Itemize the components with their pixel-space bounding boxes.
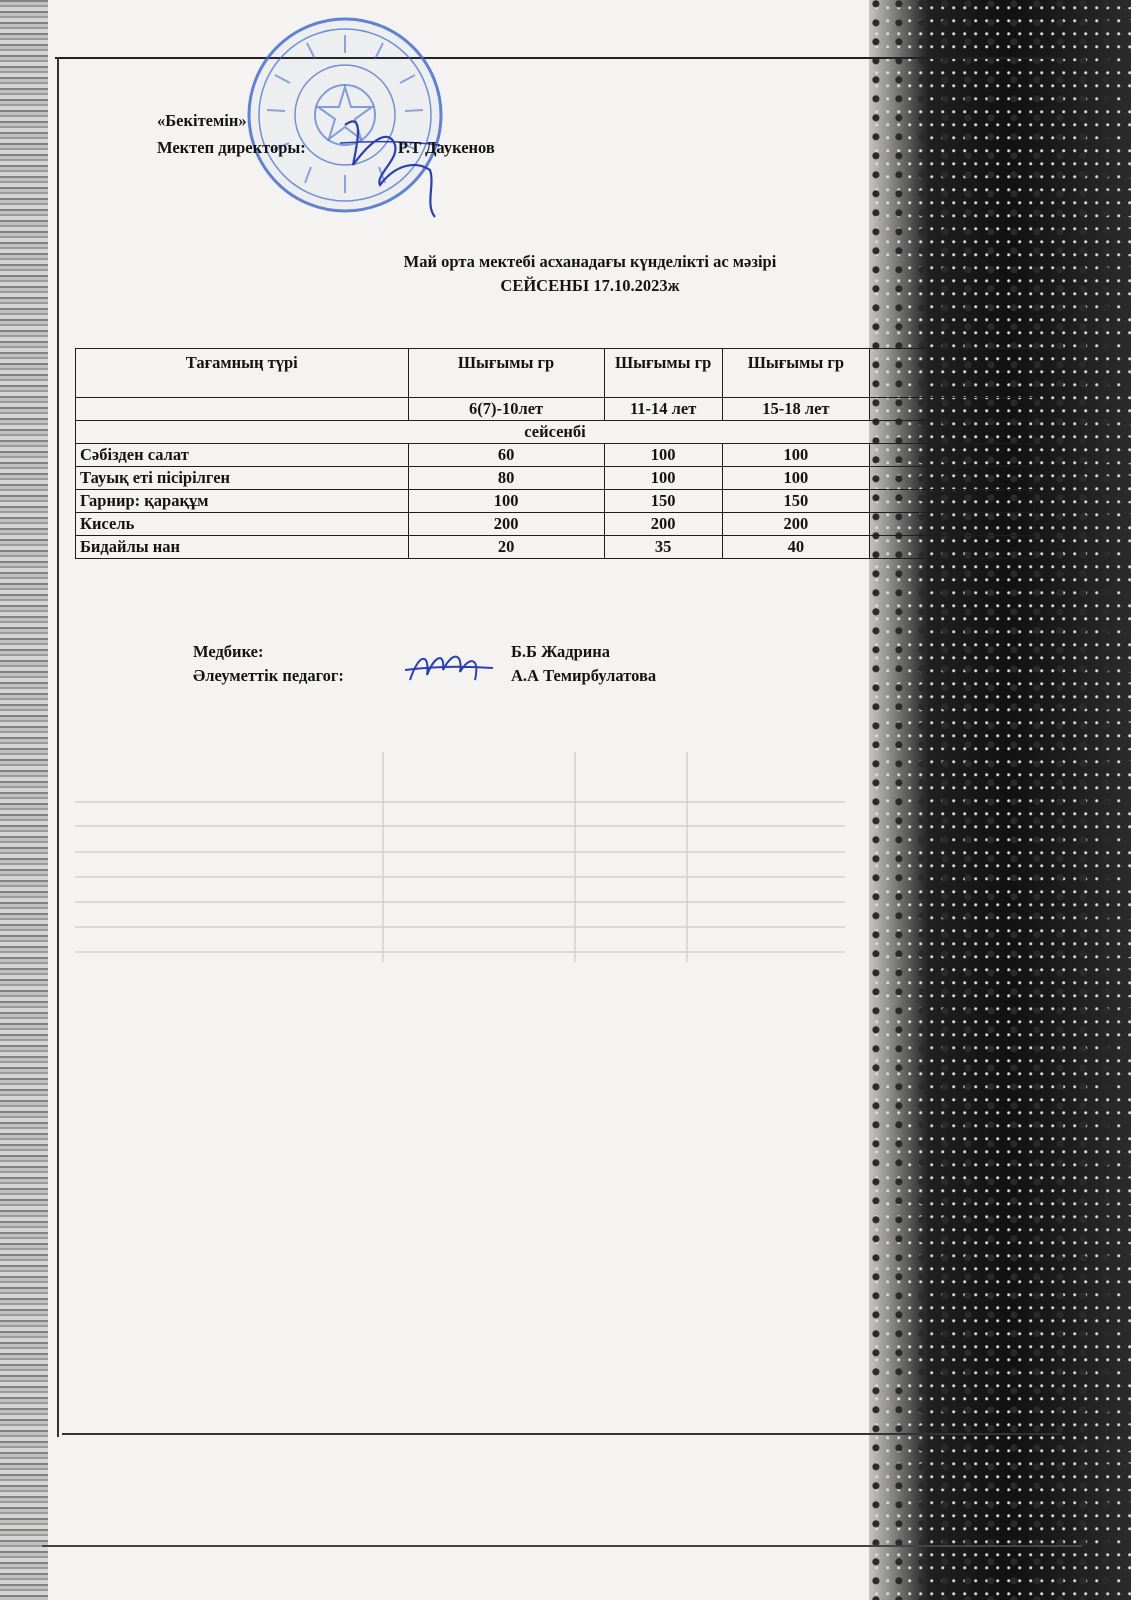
yield-value: 200 [722, 513, 869, 536]
dish-name: Бидайлы нан [76, 536, 409, 559]
bleed-through-ghost [75, 752, 845, 962]
yield-value: 80 [408, 467, 604, 490]
social-pedagogue-name: А.А Темирбулатова [511, 666, 657, 685]
yield-value: 200 [408, 513, 604, 536]
frame-line [62, 1433, 1062, 1435]
yield-value: 20 [408, 536, 604, 559]
day-label: сейсенбі [76, 421, 1035, 444]
header-yield-1: Шығымы гр [408, 349, 604, 398]
table-row [76, 536, 1035, 559]
table-cell [870, 398, 1035, 421]
age-group: 6(7)-10лет [408, 398, 604, 421]
yield-value: 100 [604, 467, 722, 490]
scan-left-edge [0, 0, 48, 1600]
scan-right-edge [869, 0, 1131, 1600]
yield-value: 40 [722, 536, 869, 559]
dish-name: Тауық еті пісірілген [76, 467, 409, 490]
table-cell [870, 467, 1035, 490]
table-cell [870, 444, 1035, 467]
age-group: 15-18 лет [722, 398, 869, 421]
dish-name: Гарнир: қарақұм [76, 490, 409, 513]
yield-value: 100 [604, 444, 722, 467]
staff-signature [405, 640, 495, 700]
table-cell [870, 490, 1035, 513]
frame-line [42, 1545, 1082, 1547]
age-group-row [76, 398, 1035, 421]
age-group: 11-14 лет [604, 398, 722, 421]
day-row [76, 421, 1035, 444]
yield-value: 150 [722, 490, 869, 513]
approved-label: «Бекітемін» [157, 111, 247, 130]
table-cell [870, 536, 1035, 559]
social-pedagogue-label: Әлеуметтік педагог: [193, 666, 344, 685]
table-row [76, 467, 1035, 490]
table-header-row [76, 349, 1035, 398]
yield-value: 35 [604, 536, 722, 559]
director-name: Р.Т Даукенов [397, 138, 495, 157]
dish-name: Сәбізден салат [76, 444, 409, 467]
approval-block [157, 107, 495, 161]
page-title [290, 250, 890, 298]
title-line-1: Май орта мектебі асханадағы күнделікті ас мәзірі [403, 252, 777, 271]
frame-line [57, 57, 59, 1437]
yield-value: 100 [722, 444, 869, 467]
frame-line [55, 57, 1065, 59]
nurse-name: Б.Б Жадрина [511, 642, 611, 661]
menu-table [75, 348, 1035, 559]
table-cell [870, 513, 1035, 536]
header-yield-3: Шығымы гр [722, 349, 869, 398]
yield-value: 60 [408, 444, 604, 467]
table-row [76, 490, 1035, 513]
director-label: Мектеп директоры: [157, 138, 306, 157]
yield-value: 150 [604, 490, 722, 513]
yield-value: 100 [722, 467, 869, 490]
header-yield-2: Шығымы гр [604, 349, 722, 398]
yield-value: 100 [408, 490, 604, 513]
table-row [76, 444, 1035, 467]
table-cell [76, 398, 409, 421]
header-empty [870, 349, 1035, 398]
dish-name: Кисель [76, 513, 409, 536]
title-line-2: СЕЙСЕНБІ 17.10.2023ж [500, 276, 680, 295]
yield-value: 200 [604, 513, 722, 536]
header-dish: Тағамның түрі [76, 349, 409, 398]
table-row [76, 513, 1035, 536]
nurse-label: Медбике: [193, 642, 264, 661]
